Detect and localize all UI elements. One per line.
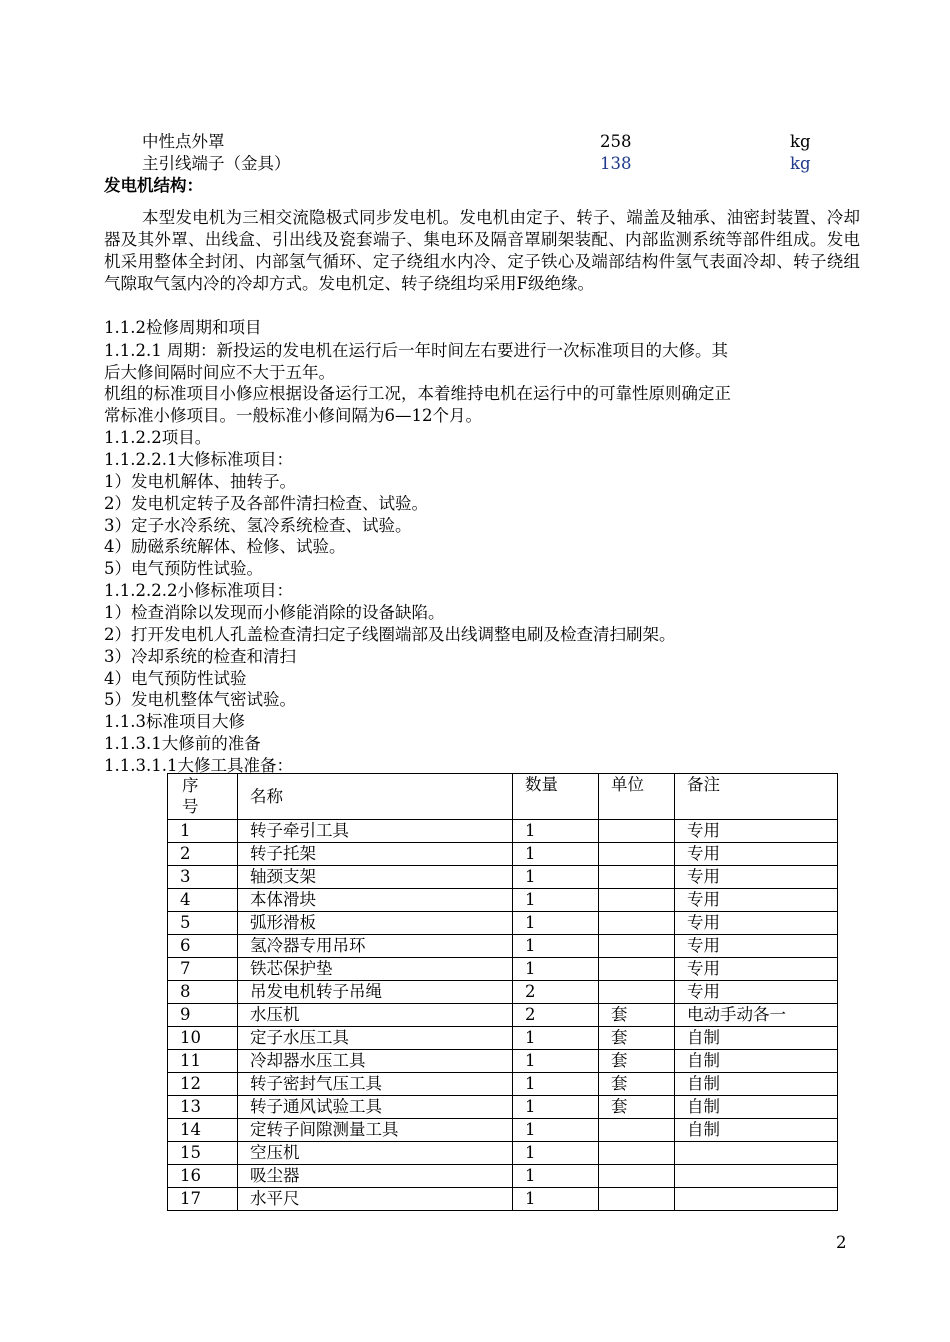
table-row [168, 935, 838, 958]
text-line: 3）冷却系统的检查和清扫 [104, 647, 296, 666]
cell-unit [599, 935, 675, 958]
cell-qty: 1 [513, 889, 599, 912]
cell-name: 冷却器水压工具 [238, 1050, 513, 1073]
table-row [168, 981, 838, 1004]
weight-unit: kg [790, 154, 811, 173]
cell-unit [599, 889, 675, 912]
cell-name: 水压机 [238, 1004, 513, 1027]
cell-unit [599, 1165, 675, 1188]
cell-seq: 10 [168, 1027, 238, 1050]
weight-value: 138 [600, 154, 632, 173]
cell-seq: 5 [168, 912, 238, 935]
cell-remark: 专用 [675, 912, 838, 935]
cell-name: 水平尺 [238, 1188, 513, 1211]
cell-qty: 1 [513, 1073, 599, 1096]
cell-remark: 专用 [675, 889, 838, 912]
cell-remark [675, 1142, 838, 1165]
cell-name: 转子通风试验工具 [238, 1096, 513, 1119]
table-row [168, 1004, 838, 1027]
table-row [168, 958, 838, 981]
cell-remark: 专用 [675, 866, 838, 889]
cell-name: 轴颈支架 [238, 866, 513, 889]
text-line: 4）电气预防性试验 [104, 669, 247, 688]
text-line: 1.1.2.1 周期：新投运的发电机在运行后一年时间左右要进行一次标准项目的大修。其 [104, 341, 728, 360]
cell-name: 吊发电机转子吊绳 [238, 981, 513, 1004]
text-line: 5）发电机整体气密试验。 [104, 690, 296, 709]
table-header-row [168, 774, 838, 820]
cell-remark: 专用 [675, 843, 838, 866]
cell-qty: 1 [513, 1142, 599, 1165]
cell-seq: 13 [168, 1096, 238, 1119]
cell-name: 转子牵引工具 [238, 820, 513, 843]
cell-seq: 7 [168, 958, 238, 981]
cell-name: 转子密封气压工具 [238, 1073, 513, 1096]
text-line: 1.1.2检修周期和项目 [104, 318, 262, 337]
cell-qty: 1 [513, 1119, 599, 1142]
cell-remark: 专用 [675, 958, 838, 981]
cell-seq: 4 [168, 889, 238, 912]
text-line: 3）定子水冷系统、氢冷系统检查、试验。 [104, 516, 412, 535]
header-remark: 备注 [675, 774, 838, 820]
table-row [168, 1165, 838, 1188]
header-name: 名称 [238, 774, 513, 820]
header-qty: 数量 [513, 774, 599, 820]
table-row [168, 843, 838, 866]
cell-qty: 1 [513, 843, 599, 866]
table-row [168, 1027, 838, 1050]
cell-name: 空压机 [238, 1142, 513, 1165]
cell-unit [599, 843, 675, 866]
table-row [168, 1096, 838, 1119]
text-line: 1.1.2.2.2小修标准项目： [104, 581, 293, 600]
cell-remark [675, 1188, 838, 1211]
table-row [168, 820, 838, 843]
cell-remark: 自制 [675, 1119, 838, 1142]
cell-unit [599, 981, 675, 1004]
table-row [168, 1119, 838, 1142]
section-heading: 发电机结构： [104, 176, 203, 195]
cell-remark: 自制 [675, 1073, 838, 1096]
weight-name: 中性点外罩 [142, 132, 225, 151]
cell-remark [675, 1165, 838, 1188]
cell-qty: 2 [513, 981, 599, 1004]
text-line: 4）励磁系统解体、检修、试验。 [104, 537, 346, 556]
cell-remark: 自制 [675, 1096, 838, 1119]
cell-seq: 14 [168, 1119, 238, 1142]
cell-seq: 2 [168, 843, 238, 866]
text-line: 2）打开发电机人孔盖检查清扫定子线圈端部及出线调整电刷及检查清扫刷架。 [104, 625, 676, 644]
text-line: 1.1.3.1大修前的准备 [104, 734, 261, 753]
text-line: 5）电气预防性试验。 [104, 559, 263, 578]
cell-qty: 1 [513, 1165, 599, 1188]
cell-qty: 1 [513, 820, 599, 843]
cell-unit [599, 866, 675, 889]
cell-unit [599, 1188, 675, 1211]
cell-qty: 1 [513, 1188, 599, 1211]
cell-qty: 1 [513, 866, 599, 889]
table-row [168, 1073, 838, 1096]
text-line: 1）发电机解体、抽转子。 [104, 472, 296, 491]
weight-value: 258 [600, 132, 632, 151]
text-line: 1.1.3标准项目大修 [104, 712, 245, 731]
cell-name: 定子水压工具 [238, 1027, 513, 1050]
cell-seq: 12 [168, 1073, 238, 1096]
cell-unit: 套 [599, 1096, 675, 1119]
weight-name: 主引线端子（金具） [142, 154, 291, 173]
text-line: 2）发电机定转子及各部件清扫检查、试验。 [104, 494, 428, 513]
cell-seq: 8 [168, 981, 238, 1004]
table-row [168, 1050, 838, 1073]
cell-unit: 套 [599, 1027, 675, 1050]
cell-remark: 专用 [675, 935, 838, 958]
cell-name: 吸尘器 [238, 1165, 513, 1188]
cell-name: 铁芯保护垫 [238, 958, 513, 981]
text-line: 1.1.3.1.1大修工具准备： [104, 756, 293, 775]
cell-seq: 11 [168, 1050, 238, 1073]
cell-name: 本体滑块 [238, 889, 513, 912]
cell-remark: 自制 [675, 1027, 838, 1050]
cell-qty: 1 [513, 1027, 599, 1050]
table-row [168, 866, 838, 889]
cell-remark: 专用 [675, 820, 838, 843]
cell-unit: 套 [599, 1004, 675, 1027]
cell-qty: 1 [513, 958, 599, 981]
cell-remark: 专用 [675, 981, 838, 1004]
cell-unit: 套 [599, 1073, 675, 1096]
cell-seq: 6 [168, 935, 238, 958]
cell-unit [599, 912, 675, 935]
cell-name: 氢冷器专用吊环 [238, 935, 513, 958]
page-number: 2 [836, 1233, 847, 1252]
header-unit: 单位 [599, 774, 675, 820]
cell-qty: 1 [513, 1050, 599, 1073]
cell-unit: 套 [599, 1050, 675, 1073]
weight-unit: kg [790, 132, 811, 151]
structure-paragraph: 本型发电机为三相交流隐极式同步发电机。发电机由定子、转子、端盖及轴承、油密封装置、冷却器及其外罩、出线盒、引出线及瓷套端子、集电环及隔音罩刷架装配、内部监测系统等部件组成。发电机采用整体全封闭、内部氢气循环、定子绕组水内冷、定子铁心及端部结构件氢气表面冷却、转子绕组气隙取气氢内冷的冷却方式。发电机定、转子绕组均采用F级绝缘。 [104, 208, 860, 293]
cell-unit [599, 820, 675, 843]
cell-seq: 16 [168, 1165, 238, 1188]
header-seq: 序 号 [168, 774, 238, 820]
cell-seq: 1 [168, 820, 238, 843]
table-row [168, 912, 838, 935]
cell-qty: 2 [513, 1004, 599, 1027]
cell-seq: 9 [168, 1004, 238, 1027]
text-line: 1.1.2.2项目。 [104, 428, 212, 447]
cell-qty: 1 [513, 935, 599, 958]
cell-seq: 17 [168, 1188, 238, 1211]
cell-unit [599, 958, 675, 981]
cell-seq: 3 [168, 866, 238, 889]
cell-unit [599, 1119, 675, 1142]
cell-name: 弧形滑板 [238, 912, 513, 935]
cell-qty: 1 [513, 912, 599, 935]
text-line: 后大修间隔时间应不大于五年。 [104, 363, 335, 382]
table-row [168, 1142, 838, 1165]
cell-name: 转子托架 [238, 843, 513, 866]
text-line: 1）检查消除以发现而小修能消除的设备缺陷。 [104, 603, 445, 622]
text-line: 1.1.2.2.1大修标准项目： [104, 450, 293, 469]
cell-unit [599, 1142, 675, 1165]
text-line: 机组的标准项目小修应根据设备运行工况，本着维持电机在运行中的可靠性原则确定正 [104, 384, 731, 403]
table-row [168, 1188, 838, 1211]
cell-remark: 电动手动各一 [675, 1004, 838, 1027]
cell-qty: 1 [513, 1096, 599, 1119]
cell-name: 定转子间隙测量工具 [238, 1119, 513, 1142]
cell-seq: 15 [168, 1142, 238, 1165]
table-row [168, 889, 838, 912]
text-line: 常标准小修项目。一般标准小修间隔为6—12个月。 [104, 406, 482, 425]
tools-table [167, 773, 838, 1211]
cell-remark: 自制 [675, 1050, 838, 1073]
